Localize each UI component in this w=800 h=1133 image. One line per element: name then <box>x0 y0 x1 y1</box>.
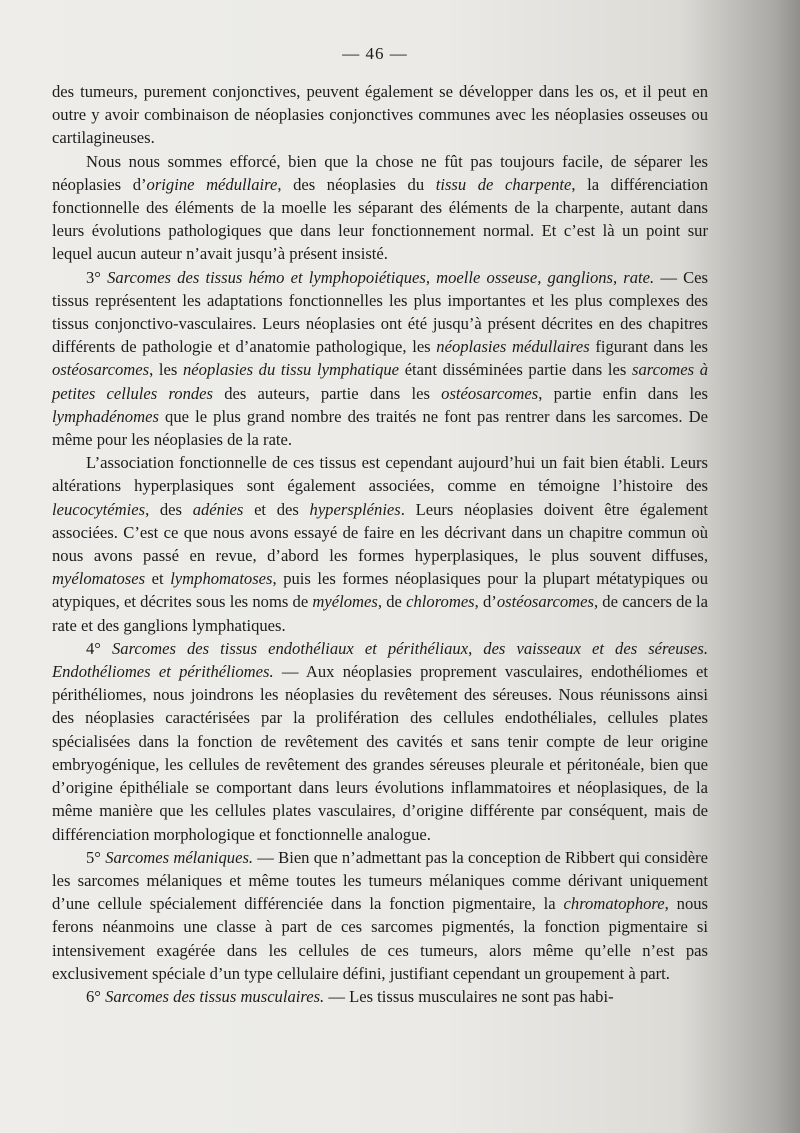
body-text <box>52 80 708 1008</box>
italic-text: Sarcomes des tissus endothéliaux et périthéliaux, des vaisseaux et des séreuses. Endothéliomes et périthéliomes. <box>52 638 708 682</box>
text-run: des auteurs, partie dans les <box>213 383 442 403</box>
text-run: , les <box>149 360 183 380</box>
italic-text: tissu de charpente <box>435 174 572 194</box>
text-run: 5° <box>86 847 106 867</box>
italic-text: lymphadénomes <box>52 406 159 426</box>
paragraph <box>52 846 708 985</box>
italic-text: sarcomes à petites cellules rondes <box>52 360 709 403</box>
paragraph <box>52 266 708 452</box>
text-run: et des <box>243 499 310 519</box>
text-run: — Ces tissus représentent les adaptations fonctionnelles les plus importantes et les plus complexes des tissus conjonctivo-vasculaires. Leurs néoplasies ont été jusqu’à présent décrites en des chapitres différents de pathologie et d’anatomie pathologique, les <box>52 267 708 357</box>
text-run: , d’ <box>474 592 497 612</box>
text-run: , nous ferons néanmoins une classe à part de ces sarcomes pigmentés, la fonction pigmentaire si intensivement exagérée dans les cellules de ces tumeurs, alors même qu’elle n’est pas exclusivement spéciale d’un type cellulaire défini, justifiant cependant un groupement à part. <box>52 894 709 983</box>
italic-text: chloromes <box>406 592 475 612</box>
italic-text: origine médullaire <box>146 174 278 194</box>
paragraph <box>52 150 708 266</box>
italic-text: myélomes <box>312 592 378 612</box>
text-run: , puis les formes néoplasiques pour la plupart métatypiques ou atypiques, et décrites sous les noms de <box>52 569 708 612</box>
page-number: — 46 — <box>342 44 408 63</box>
italic-text: ostéosarcomes <box>496 592 594 612</box>
italic-text: hypersplénies <box>309 499 401 519</box>
text-run: et <box>145 569 171 589</box>
italic-text: ostéosarcomes <box>52 360 150 380</box>
italic-text: chromatophore <box>563 894 665 914</box>
paragraph <box>52 80 708 150</box>
italic-text: leucocytémies <box>52 499 146 519</box>
text-run: — Aux néoplasies proprement vasculaires, endothéliomes et périthéliomes, nous joindrons les néoplasies du revêtement des séreuses. Nous réunissons ainsi des néoplasies caractérisées par la prolifération des cellules endothéliales, cellules plates spécialisées dans la fonction de revêtement des cavités et sans tenir compte de leur origine embryogénique, les cellules de revêtement des grandes séreuses pleurale et péritonéale, bien que d’origine épithéliale se comportant dans leurs évolutions inflammatoires et néoplasiques, de la même manière que les cellules plates vasculaires, d’origine différente par conséquent, mais de différenciation morphologique et fonctionnelle analogue. <box>52 662 708 844</box>
text-run: figurant dans les <box>589 337 709 357</box>
paragraph <box>52 985 708 1008</box>
paragraph <box>52 637 708 846</box>
italic-text: myélomatoses <box>52 569 146 589</box>
text-run: . Leurs néoplasies doivent être également associées. C’est ce que nous avons essayé de faire en les décrivant dans un chapitre commun où nous avons passé en revue, d’abord les formes hyperplasiques, le plus souvent diffuses, <box>52 499 708 566</box>
text-run: Nous nous sommes efforcé, bien que la chose ne fût pas toujours facile, de séparer les néoplasies d’ <box>52 151 708 194</box>
italic-text: ostéosarcomes <box>441 383 539 403</box>
italic-text: néoplasies du tissu lymphatique <box>182 360 400 380</box>
italic-text: adénies <box>192 499 244 519</box>
italic-text: Sarcomes des tissus hémo et lymphopoiétiques, moelle osseuse, ganglions, rate. <box>107 267 655 287</box>
text-run: , partie enfin dans les <box>538 383 708 403</box>
text-run: , des néoplasies du <box>277 174 436 194</box>
italic-text: lymphomatoses <box>170 569 273 589</box>
text-run: 4° <box>86 638 112 658</box>
text-run: — Les tissus musculaires ne sont pas habi- <box>324 986 614 1006</box>
text-run: étant disséminées partie dans les <box>399 360 632 380</box>
text-run: , des <box>145 499 193 519</box>
text-run: , de cancers de la rate et des ganglions lymphatiques. <box>52 592 709 635</box>
paragraph <box>52 451 708 637</box>
text-run: , la différenciation fonctionnelle des éléments de la moelle les séparant des éléments de la charpente, autant dans leurs évolutions pathologiques que dans leur fonctionnement normal. Et c’est là un point sur lequel aucun auteur n’avait jusqu’à présent insisté. <box>52 174 709 264</box>
text-run: que le plus grand nombre des traités ne font pas rentrer dans les sarcomes. De même pour les néoplasies de la rate. <box>52 406 708 450</box>
italic-text: néoplasies médullaires <box>436 337 590 357</box>
text-run: — Bien que n’admettant pas la conception de Ribbert qui considère les sarcomes mélaniques et même toutes les tumeurs mélaniques comme dérivant uniquement d’une cellule spécialement différenciée dans la fonction pigmentaire, la <box>52 847 708 914</box>
text-run: , de <box>377 592 407 612</box>
text-run: 6° <box>86 986 106 1006</box>
text-run: L’association fonctionnelle de ces tissus est cependant aujourd’hui un fait bien établi. Leurs altérations hyperplasiques sont également associées, comme en témoigne l’histoire des <box>52 453 708 496</box>
text-run: 3° <box>86 267 108 287</box>
italic-text: Sarcomes mélaniques. <box>105 847 254 867</box>
italic-text: Sarcomes des tissus musculaires. <box>105 986 325 1006</box>
text-run: des tumeurs, purement conjonctives, peuvent également se développer dans les os, et il peut en outre y avoir combinaison de néoplasies conjonctives communes avec les néoplasies osseuses ou cartilagineuses. <box>52 82 708 148</box>
